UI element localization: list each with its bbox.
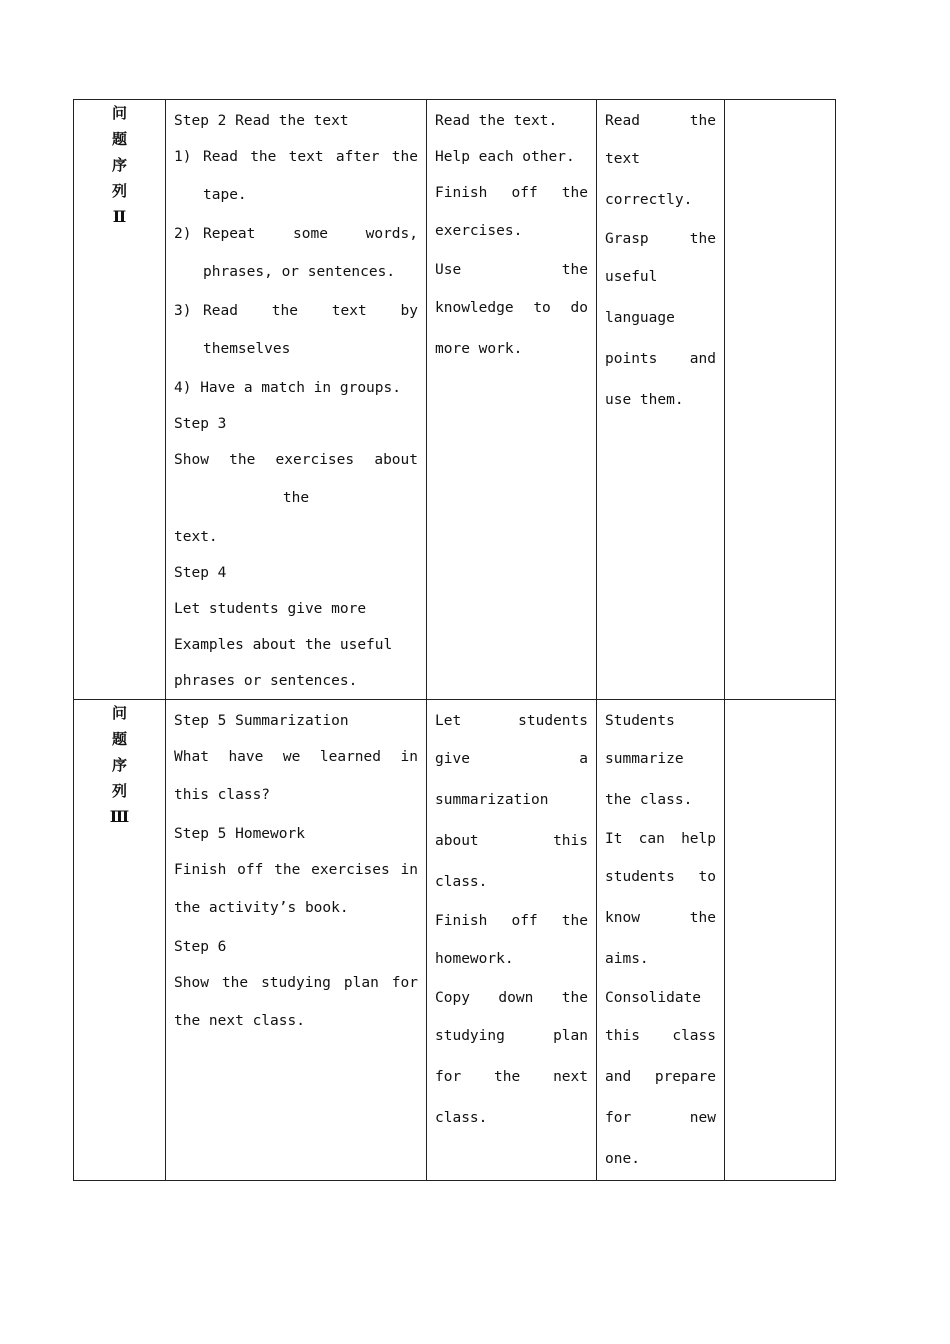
step-title: Step 3 [174, 416, 227, 432]
lesson-plan-table [73, 99, 836, 1181]
activity-text: more work. [435, 341, 523, 357]
step-text: the activity’s book. [174, 900, 349, 916]
purpose-text: Read the [605, 113, 716, 129]
activity-text: exercises. [435, 223, 523, 239]
row-label [74, 100, 165, 230]
label-numeral: Ⅱ [112, 207, 127, 226]
item-number: 3) [174, 303, 192, 319]
activity-text: for the next [435, 1069, 588, 1085]
step-title: Step 4 [174, 565, 227, 581]
purpose-text: points and [605, 351, 716, 367]
purpose-text: summarize [605, 751, 684, 767]
step-text: What have we learned in [174, 749, 418, 765]
step-title: Step 6 [174, 939, 227, 955]
label-char: 序 [111, 756, 127, 774]
activity-text: Finish off the [435, 185, 588, 201]
step-text: this class? [174, 787, 271, 803]
label-char: 问 [111, 704, 127, 722]
step-title: Step 2 Read the text [174, 113, 349, 129]
purpose-text: and prepare [605, 1069, 716, 1085]
activity-text: knowledge to do [435, 300, 588, 316]
step-text: Finish off the exercises in [174, 862, 418, 878]
item-text: Read the text by [203, 303, 418, 319]
activity-text: about this [435, 833, 588, 849]
list-item [174, 216, 418, 252]
row-label-cell [74, 700, 166, 1181]
step-title: Step 5 Summarization [174, 713, 349, 729]
row-label-cell [74, 100, 166, 700]
label-char: 列 [111, 782, 127, 800]
purpose-text: text [605, 151, 640, 167]
purpose-text: know the [605, 910, 716, 926]
student-activity-cell [427, 700, 597, 1181]
item-text: tape. [203, 187, 247, 203]
activity-text: summarization [435, 792, 549, 808]
purpose-text: one. [605, 1151, 640, 1167]
label-char: 列 [111, 182, 127, 200]
label-char: 问 [111, 104, 127, 122]
activity-text: Read the text. [435, 113, 558, 129]
step-text: Let students give more [174, 601, 367, 617]
activity-text: Help each other. [435, 149, 575, 165]
step-title: Step 5 Homework [174, 826, 305, 842]
activity-text: Finish off the [435, 913, 588, 929]
purpose-text: language [605, 310, 675, 326]
purpose-text: use them. [605, 392, 684, 408]
purpose-text: this class [605, 1028, 716, 1044]
activity-text: Use the [435, 262, 588, 278]
purpose-text: Consolidate [605, 990, 702, 1006]
item-text: Repeat some words, [203, 226, 418, 242]
item-number: 2) [174, 226, 192, 242]
purpose-text: aims. [605, 951, 649, 967]
list-item [174, 139, 418, 175]
table-row [74, 700, 836, 1181]
label-char: 题 [111, 130, 127, 148]
step-text: Show the exercises about [174, 452, 418, 468]
purpose-text: It can help [605, 831, 716, 847]
item-text: themselves [203, 341, 291, 357]
activity-text: give a [435, 751, 588, 767]
row-label [74, 700, 165, 830]
notes-cell [725, 700, 836, 1181]
step-text: phrases or sentences. [174, 673, 358, 689]
list-item: 4) Have a match in groups. [174, 380, 401, 396]
item-number: 1) [174, 149, 192, 165]
purpose-text: students to [605, 869, 716, 885]
student-activity-cell [427, 100, 597, 700]
purpose-text: the class. [605, 792, 693, 808]
activity-text: Copy down the [435, 990, 588, 1006]
item-text: phrases, or sentences. [203, 264, 396, 280]
step-text: the next class. [174, 1013, 305, 1029]
label-char: 序 [111, 156, 127, 174]
step-text: text. [174, 529, 218, 545]
list-item [174, 293, 418, 329]
activity-text: studying plan [435, 1028, 588, 1044]
purpose-text: Students [605, 713, 675, 729]
step-text: the [282, 490, 310, 506]
teaching-steps-cell [166, 700, 427, 1181]
teaching-steps-cell [166, 100, 427, 700]
label-char: 题 [111, 730, 127, 748]
notes-cell [725, 100, 836, 700]
purpose-cell [597, 100, 725, 700]
activity-text: Let students [435, 713, 588, 729]
purpose-text: useful [605, 269, 658, 285]
purpose-text: correctly. [605, 192, 693, 208]
activity-text: class. [435, 874, 488, 890]
purpose-text: for new [605, 1110, 716, 1126]
item-text: Read the text after the [203, 149, 418, 165]
label-numeral: Ⅲ [109, 807, 130, 826]
activity-text: homework. [435, 951, 514, 967]
purpose-cell [597, 700, 725, 1181]
table-row [74, 100, 836, 700]
step-text: Show the studying plan for [174, 975, 418, 991]
purpose-text: Grasp the [605, 231, 716, 247]
step-text: Examples about the useful [174, 637, 393, 653]
activity-text: class. [435, 1110, 488, 1126]
